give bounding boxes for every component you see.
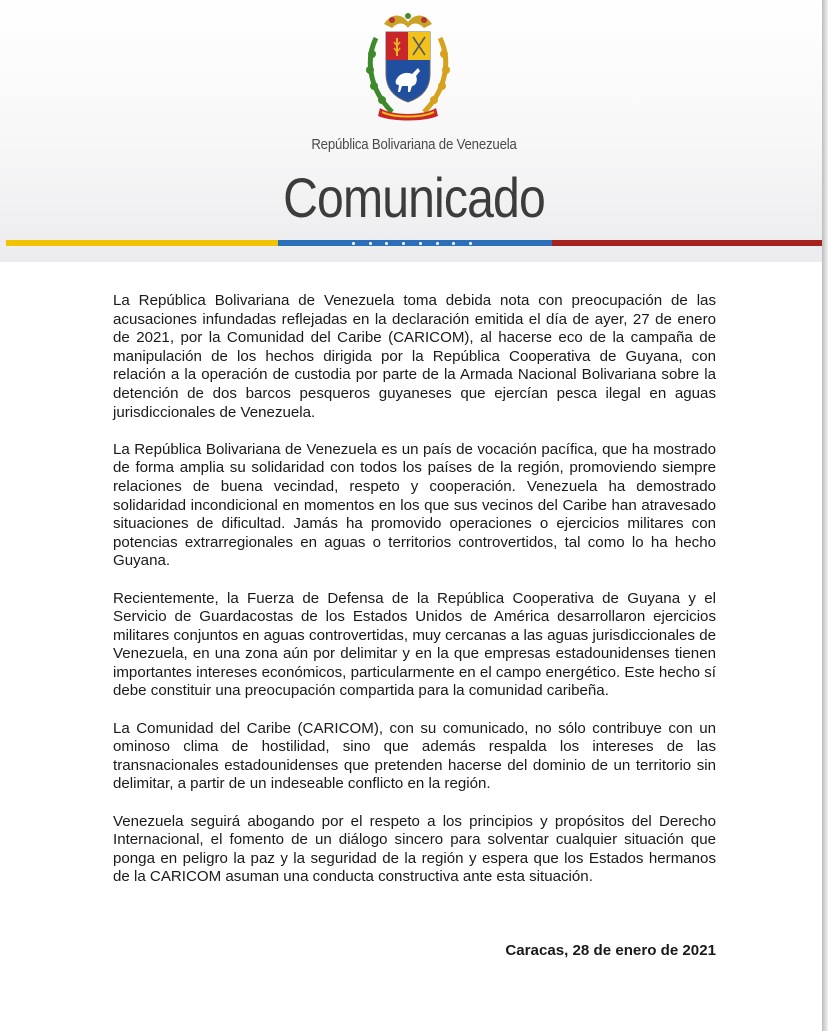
paragraph: La Comunidad del Caribe (CARICOM), con su comunicado, no sólo contribuye con un ominoso clima de hostilidad, sino que además respalda los intereses de las transnacionales estadounidenses que pretenden hacerse del dominio de un territorio sin delimitar, a partir de un indeseable conflicto en la región. bbox=[113, 719, 716, 793]
star-icon bbox=[419, 242, 422, 245]
star-icon bbox=[369, 242, 372, 245]
flag-stripe-red bbox=[552, 240, 822, 246]
star-icon bbox=[436, 242, 439, 245]
page-title: Comunicado bbox=[283, 166, 545, 229]
communique-body bbox=[113, 292, 716, 906]
star-icon bbox=[352, 242, 355, 245]
star-icon bbox=[385, 242, 388, 245]
place-and-date: Caracas, 28 de enero de 2021 bbox=[505, 942, 716, 959]
star-icon bbox=[469, 242, 472, 245]
star-icon bbox=[452, 242, 455, 245]
flag-stars bbox=[352, 240, 472, 246]
paragraph: Venezuela seguirá abogando por el respeto a los principios y propósitos del Derecho Internacional, el fomento de un diálogo sincero para solventar cualquier situación que ponga en peligro la paz y la seguridad de la región y espera que los Estados hermanos de la CARICOM asuman una conducta constructiva ante esta situación. bbox=[113, 812, 716, 886]
page-edge-shadow bbox=[822, 0, 828, 1031]
coat-of-arms-icon bbox=[362, 8, 454, 124]
paragraph: Recientemente, la Fuerza de Defensa de la República Cooperativa de Guyana y el Servicio de Guardacostas de los Estados Unidos de América desarrollaron ejercicios militares conjuntos en aguas controvertidas, muy cercanas a las aguas jurisdiccionales de Venezuela, en una zona aún por delimitar y en la que empresas estadounidenses tienen importantes intereses económicos, particularmente en el campo energético. Este hecho sí debe constituir una preocupación compartida para la comunidad caribeña. bbox=[113, 589, 716, 700]
flag-stripe-yellow bbox=[6, 240, 278, 246]
paragraph: La República Bolivariana de Venezuela toma debida nota con preocupación de las acusaciones infundadas reflejadas en la declaración emitida el día de ayer, 27 de enero de 2021, por la Comunidad del Caribe (CARICOM), al hacerse eco de la campaña de manipulación de los hechos dirigida por la República Cooperativa de Guyana, con relación a la operación de custodia por parte de la Armada Nacional Bolivariana sobre la detención de dos barcos pesqueros guyaneses que ejercían pesca ilegal en aguas jurisdiccionales de Venezuela. bbox=[113, 292, 716, 421]
star-icon bbox=[402, 242, 405, 245]
paragraph: La República Bolivariana de Venezuela es un país de vocación pacífica, que ha mostrado de forma amplia su solidaridad con todos los países de la región, promoviendo siempre relaciones de buena vecindad, respeto y cooperación. Venezuela ha demostrado solidaridad incondicional en momentos en los que sus vecinos del Caribe han atravesado situaciones de dificultad. Jamás ha promovido operaciones o ejercicios militares con potencias extrarregionales en aguas o territorios controvertidos, tal como lo ha hecho Guyana. bbox=[113, 440, 716, 570]
letterhead bbox=[0, 0, 822, 262]
country-name: República Bolivariana de Venezuela bbox=[311, 136, 517, 153]
